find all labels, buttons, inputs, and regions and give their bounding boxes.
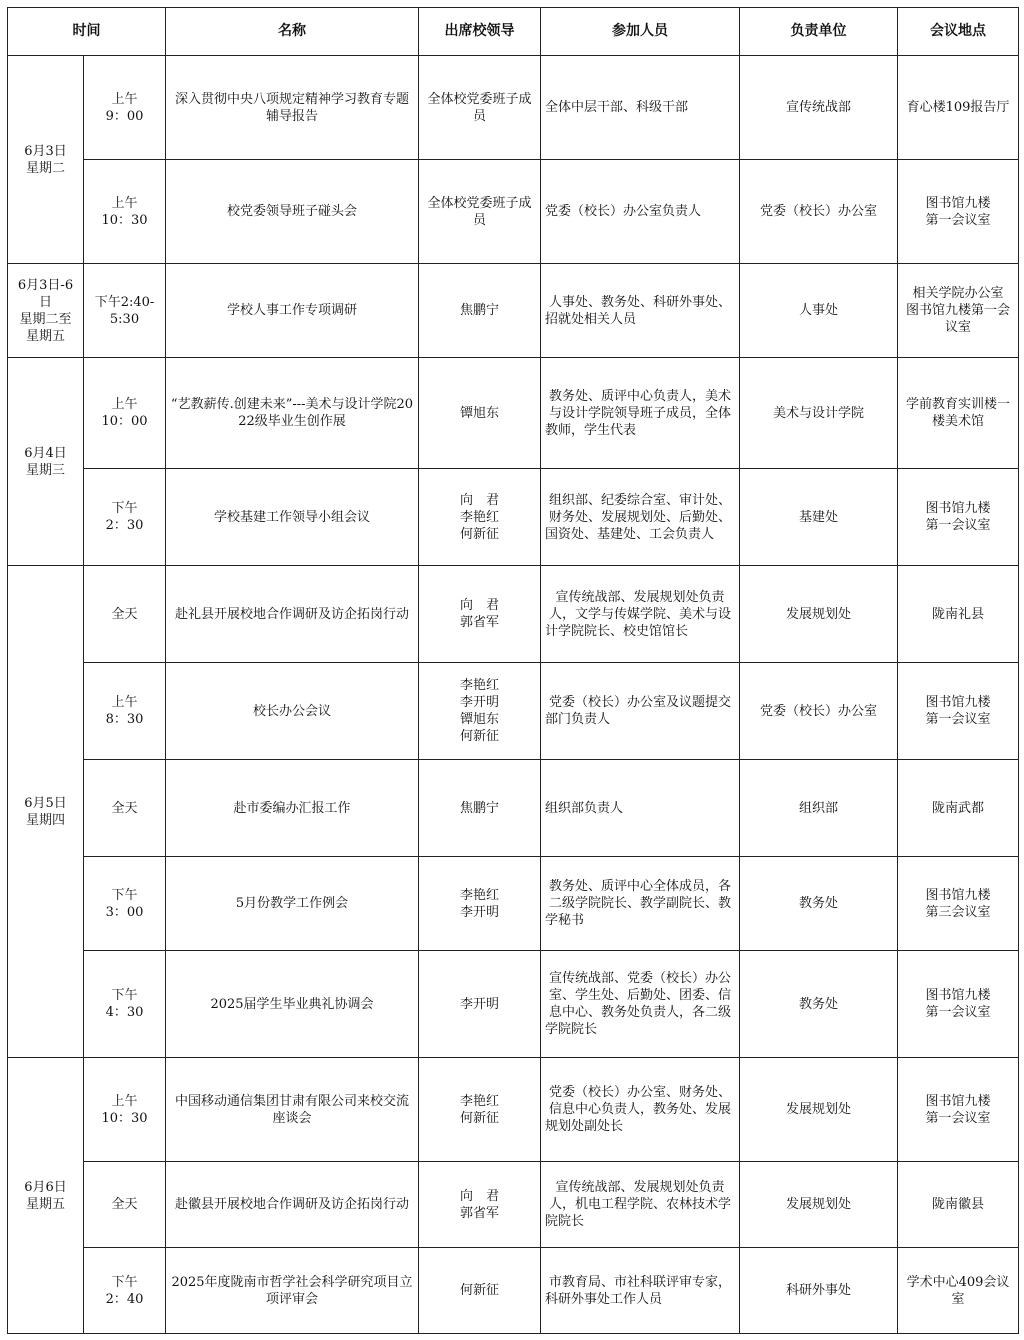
- leaders-cell: 李艳红 李开明 镡旭东 何新征: [419, 663, 541, 760]
- participants-cell: 宣传统战部、党委（校长）办公室、学生处、后勤处、团委、信息中心、教务处负责人，各二级学院院长: [541, 951, 740, 1058]
- participants-cell: 组织部负责人: [541, 760, 740, 857]
- leaders-cell: 全体校党委班子成员: [419, 160, 541, 264]
- event-name-cell: 校长办公会议: [166, 663, 419, 760]
- header-name: 名称: [166, 8, 419, 56]
- participants-cell: 全体中层干部、科级干部: [541, 56, 740, 160]
- event-name-cell: 2025年度陇南市哲学社会科学研究项目立项评审会: [166, 1248, 419, 1334]
- leaders-cell: 焦鹏宁: [419, 264, 541, 358]
- table-row: [8, 566, 1019, 663]
- event-name-cell: 5月份教学工作例会: [166, 857, 419, 951]
- location-cell: 育心楼109报告厅: [898, 56, 1019, 160]
- participants-cell: 党委（校长）办公室、财务处、信息中心负责人，教务处、发展规划处副处长: [541, 1058, 740, 1162]
- participants-cell: 组织部、纪委综合室、审计处、财务处、发展规划处、后勤处、国资处、基建处、工会负责人: [541, 469, 740, 566]
- event-name-cell: 深入贯彻中央八项规定精神学习教育专题辅导报告: [166, 56, 419, 160]
- header-row: [8, 8, 1019, 56]
- participants-cell: 党委（校长）办公室及议题提交部门负责人: [541, 663, 740, 760]
- participants-cell: 教务处、质评中心全体成员，各二级学院院长、教学副院长、教学秘书: [541, 857, 740, 951]
- leaders-cell: 向 君 郭省军: [419, 1162, 541, 1248]
- location-cell: 图书馆九楼 第一会议室: [898, 951, 1019, 1058]
- event-name-cell: 赴礼县开展校地合作调研及访企拓岗行动: [166, 566, 419, 663]
- header-participants: 参加人员: [541, 8, 740, 56]
- time-cell: 全天: [84, 1162, 166, 1248]
- unit-cell: 发展规划处: [740, 566, 898, 663]
- location-cell: 图书馆九楼 第一会议室: [898, 469, 1019, 566]
- location-cell: 陇南礼县: [898, 566, 1019, 663]
- event-name-cell: 赴市委编办汇报工作: [166, 760, 419, 857]
- participants-cell: 宣传统战部、发展规划处负责人，机电工程学院、农林技术学院院长: [541, 1162, 740, 1248]
- event-name-cell: 学校基建工作领导小组会议: [166, 469, 419, 566]
- location-cell: 陇南武都: [898, 760, 1019, 857]
- table-row: [8, 264, 1019, 358]
- leaders-cell: 李艳红 李开明: [419, 857, 541, 951]
- time-cell: 全天: [84, 760, 166, 857]
- schedule-body: [8, 56, 1019, 1334]
- time-cell: 下午2:40- 5:30: [84, 264, 166, 358]
- event-name-cell: 2025届学生毕业典礼协调会: [166, 951, 419, 1058]
- date-cell: 6月5日 星期四: [8, 566, 84, 1058]
- leaders-cell: 何新征: [419, 1248, 541, 1334]
- date-cell: 6月3日 星期二: [8, 56, 84, 264]
- time-cell: 下午 4：30: [84, 951, 166, 1058]
- table-row: [8, 857, 1019, 951]
- time-cell: 上午 9：00: [84, 56, 166, 160]
- time-cell: 下午 2：30: [84, 469, 166, 566]
- unit-cell: 发展规划处: [740, 1058, 898, 1162]
- table-row: [8, 56, 1019, 160]
- unit-cell: 党委（校长）办公室: [740, 160, 898, 264]
- table-row: [8, 760, 1019, 857]
- unit-cell: 组织部: [740, 760, 898, 857]
- header-unit: 负责单位: [740, 8, 898, 56]
- date-cell: 6月6日 星期五: [8, 1058, 84, 1334]
- time-cell: 上午 10：30: [84, 1058, 166, 1162]
- table-row: [8, 1058, 1019, 1162]
- leaders-cell: 向 君 李艳红 何新征: [419, 469, 541, 566]
- table-row: [8, 951, 1019, 1058]
- leaders-cell: 李艳红 何新征: [419, 1058, 541, 1162]
- leaders-cell: 向 君 郭省军: [419, 566, 541, 663]
- time-cell: 下午 2：40: [84, 1248, 166, 1334]
- leaders-cell: 李开明: [419, 951, 541, 1058]
- time-cell: 全天: [84, 566, 166, 663]
- event-name-cell: “艺教薪传.创建未来”---美术与设计学院2022级毕业生创作展: [166, 358, 419, 469]
- unit-cell: 宣传统战部: [740, 56, 898, 160]
- date-cell: 6月3日-6日 星期二至 星期五: [8, 264, 84, 358]
- unit-cell: 教务处: [740, 951, 898, 1058]
- leaders-cell: 全体校党委班子成员: [419, 56, 541, 160]
- unit-cell: 美术与设计学院: [740, 358, 898, 469]
- time-cell: 下午 3：00: [84, 857, 166, 951]
- table-row: [8, 469, 1019, 566]
- header-leaders: 出席校领导: [419, 8, 541, 56]
- header-time: 时间: [8, 8, 166, 56]
- event-name-cell: 校党委领导班子碰头会: [166, 160, 419, 264]
- leaders-cell: 镡旭东: [419, 358, 541, 469]
- participants-cell: 人事处、教务处、科研外事处、招就处相关人员: [541, 264, 740, 358]
- table-row: [8, 663, 1019, 760]
- time-cell: 上午 10：30: [84, 160, 166, 264]
- location-cell: 图书馆九楼 第三会议室: [898, 857, 1019, 951]
- table-row: [8, 160, 1019, 264]
- unit-cell: 发展规划处: [740, 1162, 898, 1248]
- unit-cell: 科研外事处: [740, 1248, 898, 1334]
- participants-cell: 教务处、质评中心负责人，美术与设计学院领导班子成员，全体教师，学生代表: [541, 358, 740, 469]
- location-cell: 图书馆九楼 第一会议室: [898, 663, 1019, 760]
- event-name-cell: 中国移动通信集团甘肃有限公司来校交流座谈会: [166, 1058, 419, 1162]
- date-cell: 6月4日 星期三: [8, 358, 84, 566]
- leaders-cell: 焦鹏宁: [419, 760, 541, 857]
- time-cell: 上午 10：00: [84, 358, 166, 469]
- table-row: [8, 1162, 1019, 1248]
- unit-cell: 教务处: [740, 857, 898, 951]
- header-location: 会议地点: [898, 8, 1019, 56]
- participants-cell: 宣传统战部、发展规划处负责人，文学与传媒学院、美术与设计学院院长、校史馆馆长: [541, 566, 740, 663]
- location-cell: 图书馆九楼 第一会议室: [898, 160, 1019, 264]
- location-cell: 陇南徽县: [898, 1162, 1019, 1248]
- event-name-cell: 赴徽县开展校地合作调研及访企拓岗行动: [166, 1162, 419, 1248]
- schedule-table: [7, 7, 1019, 1334]
- table-row: [8, 358, 1019, 469]
- event-name-cell: 学校人事工作专项调研: [166, 264, 419, 358]
- location-cell: 学术中心409会议室: [898, 1248, 1019, 1334]
- location-cell: 学前教育实训楼一楼美术馆: [898, 358, 1019, 469]
- unit-cell: 基建处: [740, 469, 898, 566]
- time-cell: 上午 8：30: [84, 663, 166, 760]
- unit-cell: 党委（校长）办公室: [740, 663, 898, 760]
- location-cell: 图书馆九楼 第一会议室: [898, 1058, 1019, 1162]
- table-row: [8, 1248, 1019, 1334]
- unit-cell: 人事处: [740, 264, 898, 358]
- participants-cell: 市教育局、市社科联评审专家，科研外事处工作人员: [541, 1248, 740, 1334]
- participants-cell: 党委（校长）办公室负责人: [541, 160, 740, 264]
- location-cell: 相关学院办公室 图书馆九楼第一会议室: [898, 264, 1019, 358]
